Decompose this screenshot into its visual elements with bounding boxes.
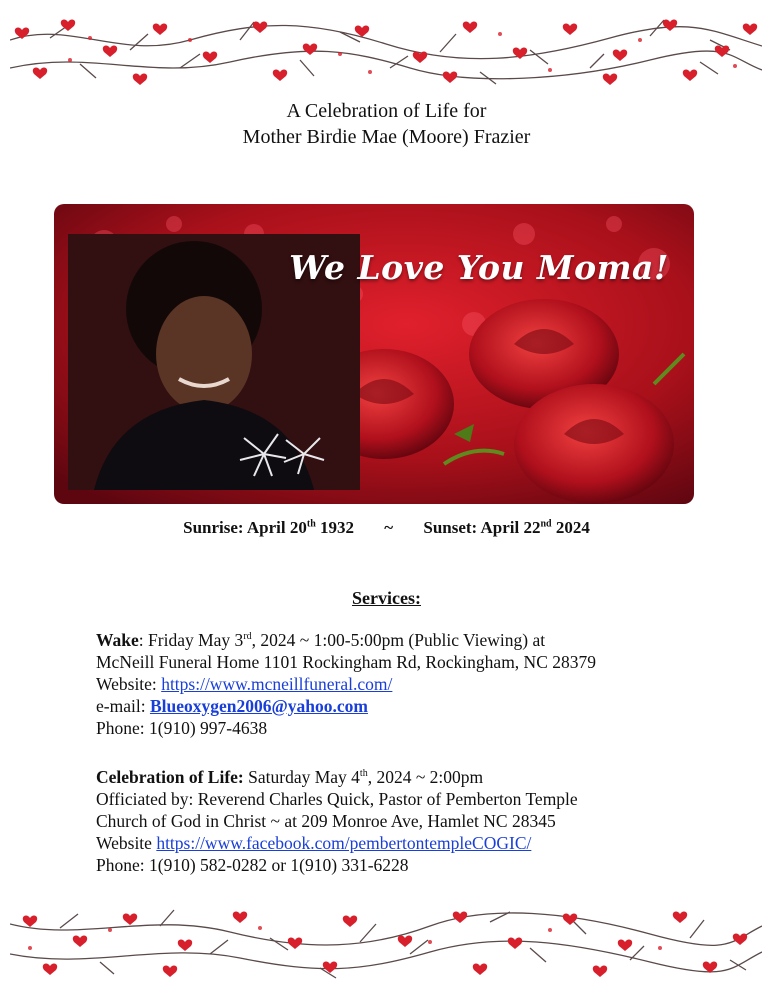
wake-date-line: Wake: Friday May 3rd, 2024 ~ 1:00-5:00pm (Public Viewing) at bbox=[96, 629, 546, 650]
wake-phone: Phone: 1(910) 997-4638 bbox=[96, 717, 268, 738]
sunset-date: Sunset: April 22nd 2024 bbox=[423, 518, 590, 537]
wake-details bbox=[96, 626, 736, 739]
celebration-phone: Phone: 1(910) 582-0282 or 1(910) 331-6228 bbox=[96, 854, 409, 875]
celebration-website-line: Website https://www.facebook.com/pembertontempleCOGIC/ bbox=[96, 832, 532, 853]
church-facebook-link[interactable]: https://www.facebook.com/pembertontempleCOGIC/ bbox=[156, 832, 532, 853]
celebration-officiant: Officiated by: Reverend Charles Quick, Pastor of Pemberton Temple bbox=[96, 788, 578, 809]
date-separator: ~ bbox=[384, 518, 394, 537]
title-line-1: A Celebration of Life for bbox=[286, 100, 487, 122]
life-dates bbox=[0, 518, 773, 538]
top-heart-border bbox=[10, 10, 762, 90]
title-line-2: Mother Birdie Mae (Moore) Frazier bbox=[242, 126, 531, 148]
bottom-heart-border bbox=[10, 902, 762, 982]
sunrise-date: Sunrise: April 20th 1932 bbox=[183, 518, 355, 537]
banner-caption: We Love You Moma! bbox=[289, 248, 669, 287]
celebration-date-line: Celebration of Life: Saturday May 4th, 2024 ~ 2:00pm bbox=[96, 766, 484, 787]
celebration-details bbox=[96, 763, 736, 876]
wake-address: McNeill Funeral Home 1101 Rockingham Rd, Rockingham, NC 28379 bbox=[96, 651, 596, 672]
wake-email-line: e-mail: Blueoxygen2006@yahoo.com bbox=[96, 695, 368, 716]
contact-email-link[interactable]: Blueoxygen2006@yahoo.com bbox=[149, 695, 368, 716]
services-heading: Services: bbox=[352, 588, 421, 608]
memorial-banner-image bbox=[54, 204, 694, 504]
memorial-title bbox=[0, 98, 773, 150]
celebration-church: Church of God in Christ ~ at 209 Monroe Ave, Hamlet NC 28345 bbox=[96, 810, 556, 831]
funeral-home-website-link[interactable]: https://www.mcneillfuneral.com/ bbox=[161, 673, 393, 694]
wake-website-line: Website: https://www.mcneillfuneral.com/ bbox=[96, 673, 393, 694]
